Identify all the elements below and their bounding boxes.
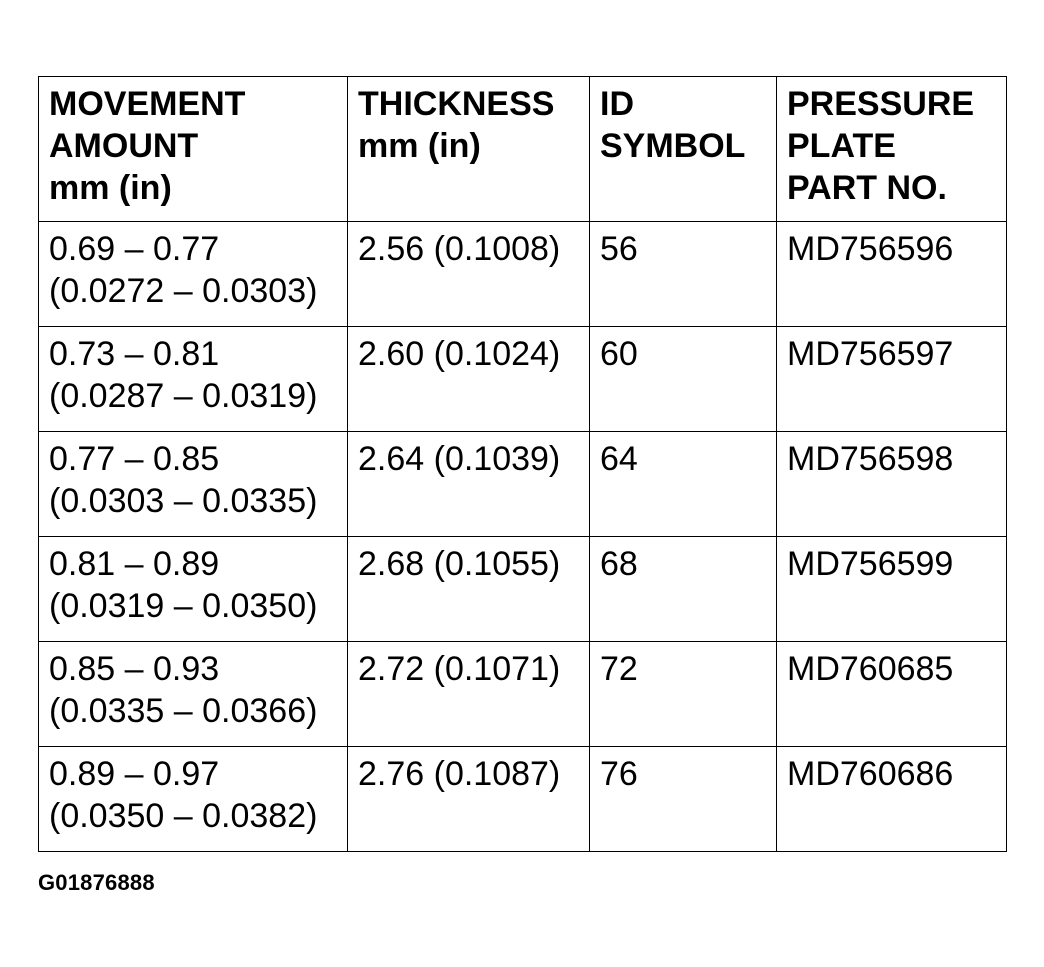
cell-movement-amount: 0.69 – 0.77 (0.0272 – 0.0303) <box>39 222 348 327</box>
cell-thickness: 2.76 (0.1087) <box>348 747 590 852</box>
cell-thickness: 2.64 (0.1039) <box>348 432 590 537</box>
table-header <box>39 77 1007 222</box>
header-pressure-plate-part-no: PRESSURE PLATE PART NO. <box>777 77 1007 222</box>
cell-movement-amount: 0.85 – 0.93 (0.0335 – 0.0366) <box>39 642 348 747</box>
cell-thickness: 2.56 (0.1008) <box>348 222 590 327</box>
figure-id-label: G01876888 <box>38 870 155 895</box>
cell-id-symbol: 56 <box>590 222 777 327</box>
cell-part-no: MD760686 <box>777 747 1007 852</box>
table-row <box>39 327 1007 432</box>
table-row <box>39 747 1007 852</box>
cell-id-symbol: 72 <box>590 642 777 747</box>
cell-thickness: 2.60 (0.1024) <box>348 327 590 432</box>
pressure-plate-spec-table <box>38 76 1007 852</box>
cell-part-no: MD756596 <box>777 222 1007 327</box>
cell-part-no: MD756598 <box>777 432 1007 537</box>
cell-id-symbol: 64 <box>590 432 777 537</box>
cell-part-no: MD756597 <box>777 327 1007 432</box>
cell-part-no: MD760685 <box>777 642 1007 747</box>
cell-id-symbol: 76 <box>590 747 777 852</box>
cell-movement-amount: 0.73 – 0.81 (0.0287 – 0.0319) <box>39 327 348 432</box>
header-row <box>39 77 1007 222</box>
cell-movement-amount: 0.81 – 0.89 (0.0319 – 0.0350) <box>39 537 348 642</box>
header-id-symbol: ID SYMBOL <box>590 77 777 222</box>
table-row <box>39 222 1007 327</box>
cell-id-symbol: 60 <box>590 327 777 432</box>
cell-movement-amount: 0.77 – 0.85 (0.0303 – 0.0335) <box>39 432 348 537</box>
cell-thickness: 2.68 (0.1055) <box>348 537 590 642</box>
cell-thickness: 2.72 (0.1071) <box>348 642 590 747</box>
header-movement-amount: MOVEMENT AMOUNT mm (in) <box>39 77 348 222</box>
table-row <box>39 642 1007 747</box>
table-row <box>39 432 1007 537</box>
cell-movement-amount: 0.89 – 0.97 (0.0350 – 0.0382) <box>39 747 348 852</box>
table-row <box>39 537 1007 642</box>
header-thickness: THICKNESS mm (in) <box>348 77 590 222</box>
cell-id-symbol: 68 <box>590 537 777 642</box>
table-body <box>39 222 1007 852</box>
cell-part-no: MD756599 <box>777 537 1007 642</box>
